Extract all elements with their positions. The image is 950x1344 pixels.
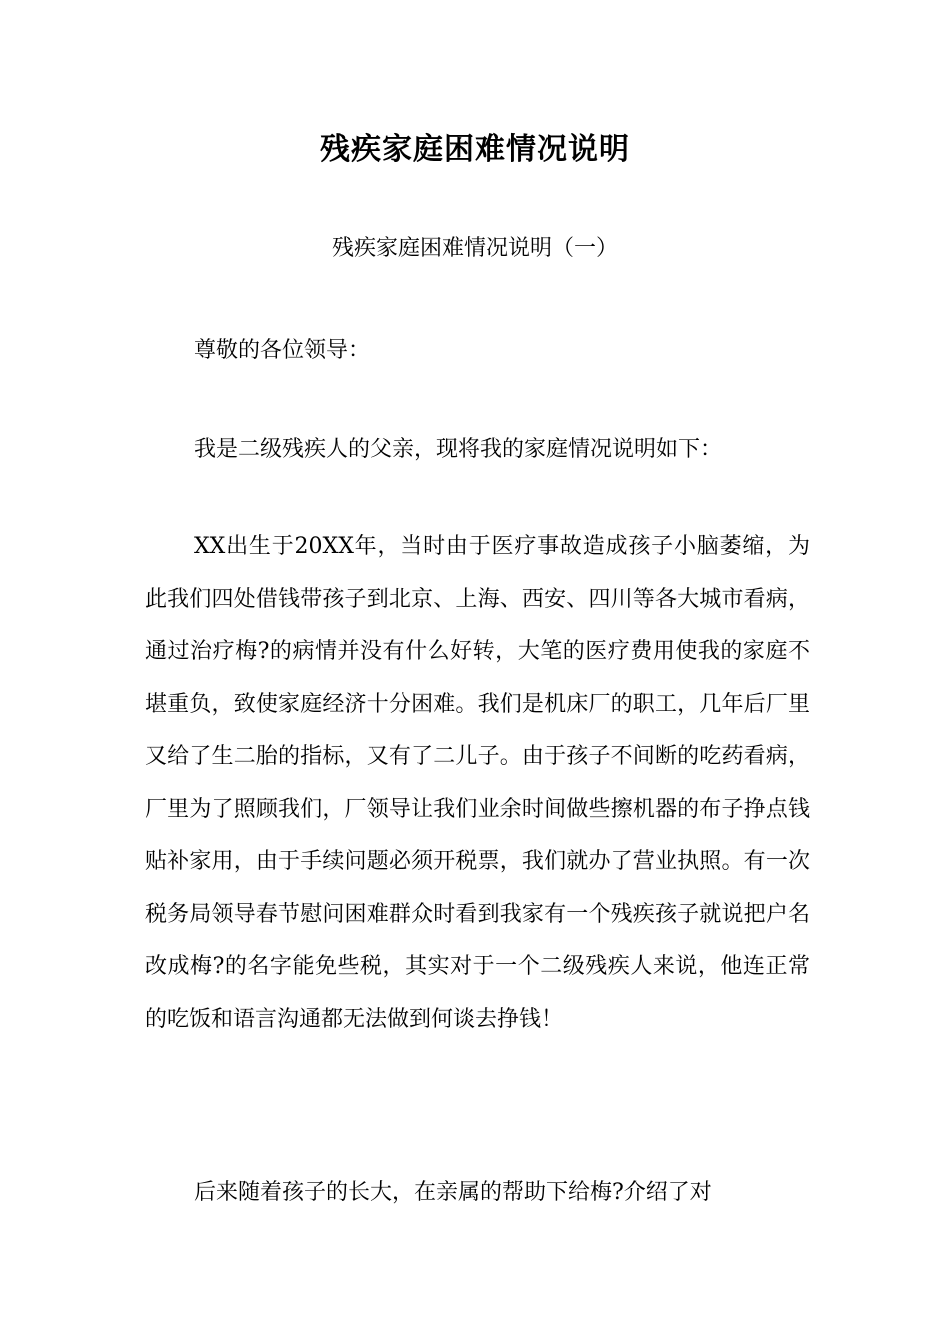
intro-paragraph: 我是二级残疾人的父亲，现将我的家庭情况说明如下：	[194, 437, 723, 462]
salutation-paragraph: 尊敬的各位领导：	[194, 338, 371, 363]
body-paragraph-2: 后来随着孩子的长大，在亲属的帮助下给梅?介绍了对	[194, 1180, 712, 1205]
body-paragraph-1: XX出生于20XX年，当时由于医疗事故造成孩子小脑萎缩，为此我们四处借钱带孩子到北京、上海、西安、四川等各大城市看病，通过治疗梅?的病情并没有什么好转，大笔的医疗费用使我的家庭不堪重负，致使家庭经济十分困难。我们是机床厂的职工，几年后厂里又给了生二胎的指标，又有了二儿子。由于孩子不间断的吃药看病，厂里为了照顾我们，厂领导让我们业余时间做些擦机器的布子挣点钱贴补家用，由于手续问题必须开税票，我们就办了营业执照。有一次税务局领导春节慰问困难群众时看到我家有一个残疾孩子就说把户名改成梅?的名字能免些税，其实对于一个二级残疾人来说，他连正常的吃饭和语言沟通都无法做到何谈去挣钱！	[145, 534, 810, 1032]
document-title: 残疾家庭困难情况说明	[320, 132, 630, 167]
document-subtitle: 残疾家庭困难情况说明（一）	[331, 236, 618, 261]
